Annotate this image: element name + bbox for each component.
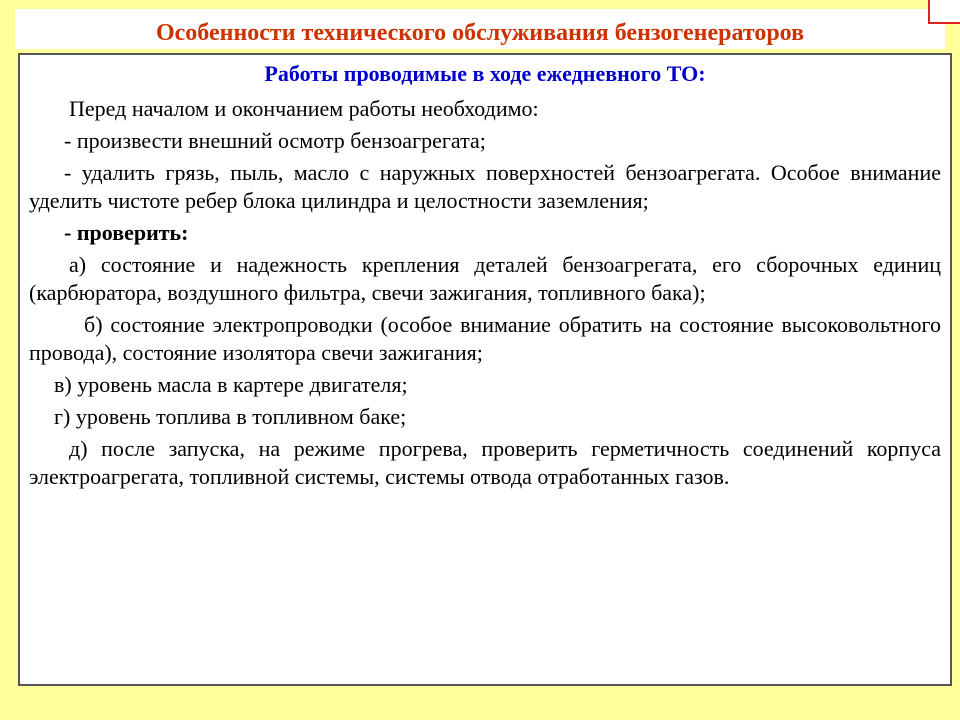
title-box	[15, 9, 945, 49]
section-subtitle: Работы проводимые в ходе ежедневного ТО:	[264, 61, 706, 86]
paragraph-intro: Перед началом и окончанием работы необходимо:	[69, 96, 539, 121]
paragraph-item-d: д) после запуска, на режиме прогрева, проверить герметичность соединений корпуса электроагрегата, топливной системы, системы отвода отработанных газов.	[29, 436, 941, 489]
paragraph-clean: - удалить грязь, пыль, масло с наружных поверхностей бензоагрегата. Особое внимание уделить чистоте ребер блока цилиндра и целостности заземления;	[29, 160, 941, 213]
paragraph-item-v: в) уровень масла в картере двигателя;	[54, 372, 408, 397]
content-box	[18, 53, 952, 686]
paragraph-item-g: г) уровень топлива в топливном баке;	[54, 404, 407, 429]
slide-title: Особенности технического обслуживания бензогенераторов	[155, 20, 805, 46]
corner-mark	[928, 0, 960, 24]
paragraph-check-heading: - проверить:	[64, 220, 189, 245]
paragraph-item-b: б) состояние электропроводки (особое внимание обратить на состояние высоковольтного провода), состояние изолятора свечи зажигания;	[29, 312, 941, 365]
paragraph-inspect: - произвести внешний осмотр бензоагрегата;	[64, 128, 486, 153]
paragraph-item-a: а) состояние и надежность крепления деталей бензоагрегата, его сборочных единиц (карбюратора, воздушного фильтра, свечи зажигания, топливного бака);	[29, 252, 941, 305]
